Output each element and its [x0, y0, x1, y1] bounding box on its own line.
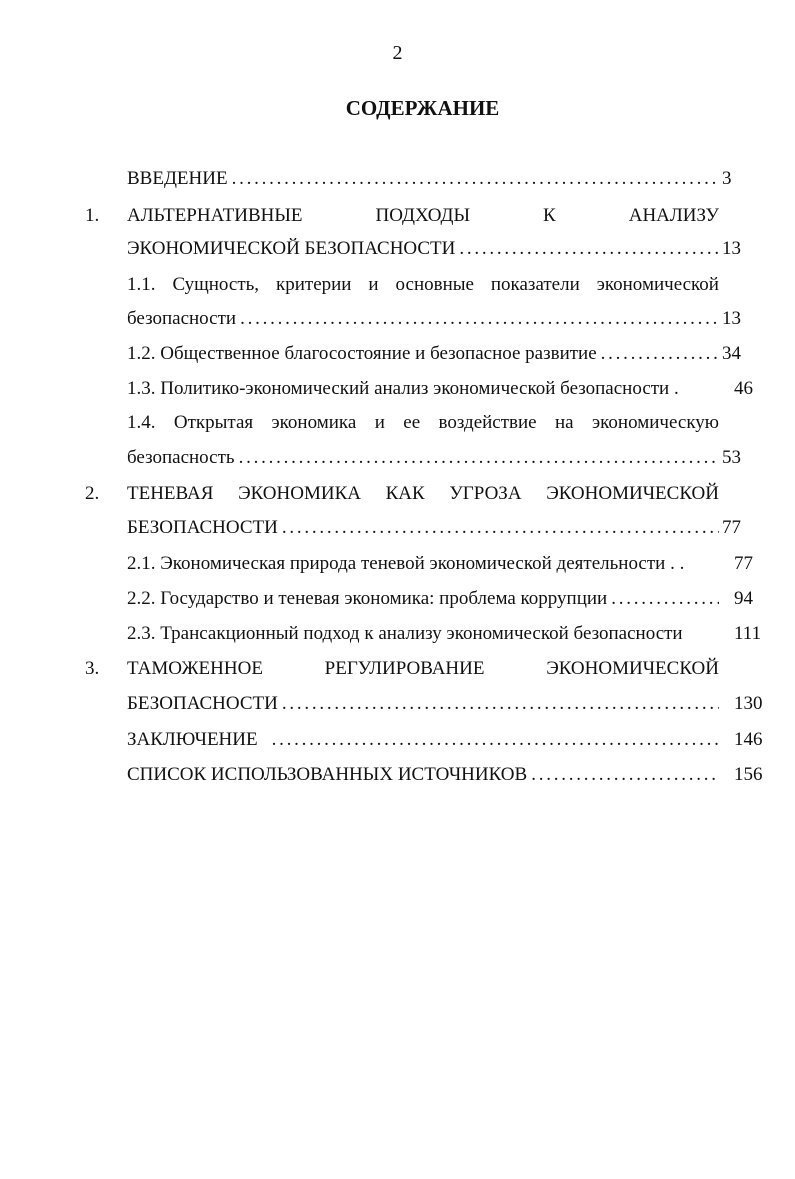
word: Сущность,	[172, 274, 260, 295]
word: Открытая	[173, 412, 254, 433]
dot-leader	[531, 764, 719, 786]
toc-entry-s12[interactable]	[127, 343, 719, 373]
toc-page-number: 77	[722, 517, 741, 538]
dot-leader	[282, 693, 719, 715]
toc-page-number: 13	[722, 308, 741, 329]
chapter-number: 2.	[85, 483, 100, 504]
toc-entry-s14-line2[interactable]	[127, 447, 719, 477]
toc-entry-title: ВВЕДЕНИЕ	[127, 168, 228, 189]
toc-entry-title: 1.2. Общественное благосостояние и безопасное развитие	[127, 343, 597, 364]
toc-entry-s11-line2[interactable]	[127, 308, 719, 338]
word: РЕГУЛИРОВАНИЕ	[324, 658, 485, 679]
toc-entry-conclusion[interactable]	[127, 729, 719, 759]
toc-entry-s21[interactable]	[127, 553, 719, 583]
word: АЛЬТЕРНАТИВНЫЕ	[127, 205, 303, 226]
word: экономика	[271, 412, 357, 433]
word: ТЕНЕВАЯ	[127, 483, 214, 504]
word: ЭКОНОМИКА	[238, 483, 361, 504]
word: 1.1.	[127, 274, 156, 295]
toc-entry-ch3-line1[interactable]	[127, 658, 719, 688]
word: ПОДХОДЫ	[375, 205, 471, 226]
toc-page-number: 146	[734, 729, 763, 750]
word: экономической	[596, 274, 719, 295]
toc-heading: СОДЕРЖАНИЕ	[345, 96, 500, 120]
word: К	[543, 205, 556, 226]
toc-page-number: 13	[722, 238, 741, 259]
toc-page-number: 94	[734, 588, 753, 609]
toc-entry-title: ЗАКЛЮЧЕНИЕ	[127, 729, 258, 750]
dot-leader	[601, 343, 719, 365]
toc-entry-intro[interactable]	[127, 168, 719, 198]
toc-entry-title: 1.3. Политико-экономический анализ экономической безопасности .	[127, 378, 679, 399]
chapter-number: 3.	[85, 658, 100, 679]
dot-leader	[239, 447, 719, 469]
toc-entry-s13[interactable]	[127, 378, 719, 408]
toc-entry-title: ЭКОНОМИЧЕСКОЙ БЕЗОПАСНОСТИ	[127, 238, 456, 259]
toc-entry-title: БЕЗОПАСНОСТИ	[127, 517, 278, 538]
chapter-number: 1.	[85, 205, 100, 226]
word: АНАЛИЗУ	[628, 205, 719, 226]
word: ТАМОЖЕННОЕ	[127, 658, 263, 679]
toc-entry-title: БЕЗОПАСНОСТИ	[127, 693, 278, 714]
word: ЭКОНОМИЧЕСКОЙ	[546, 483, 719, 504]
toc-entry-sources[interactable]	[127, 764, 719, 794]
word: основные	[395, 274, 474, 295]
word: экономическую	[592, 412, 719, 433]
dot-leader	[272, 729, 719, 751]
toc-page-number: 34	[722, 343, 741, 364]
toc-entry-title: СПИСОК ИСПОЛЬЗОВАННЫХ ИСТОЧНИКОВ	[127, 764, 528, 785]
word: ее	[403, 412, 421, 433]
toc-entry-ch2-line2[interactable]	[127, 517, 719, 547]
word: КАК	[385, 483, 425, 504]
toc-entry-ch2-line1[interactable]	[127, 483, 719, 513]
toc-entry-title: безопасности	[127, 308, 237, 329]
dot-leader	[232, 168, 719, 190]
toc-page-number: 111	[734, 623, 762, 644]
toc-entry-title: 2.2. Государство и теневая экономика: проблема коррупции	[127, 588, 608, 609]
toc-page-number: 130	[734, 693, 763, 714]
dot-leader	[611, 588, 719, 610]
toc-entry-ch1-line1[interactable]	[127, 205, 719, 235]
toc-page-number: 53	[722, 447, 741, 468]
toc-entry-title: безопасность	[127, 447, 235, 468]
dot-leader	[282, 517, 719, 539]
word: критерии	[276, 274, 352, 295]
page-number: 2	[392, 42, 403, 64]
toc-entry-ch1-line2[interactable]	[127, 238, 719, 268]
toc-page-number: 77	[734, 553, 753, 574]
toc-entry-s23[interactable]	[127, 623, 719, 653]
word: показатели	[490, 274, 580, 295]
dot-leader	[240, 308, 719, 330]
toc-page-number: 156	[734, 764, 763, 785]
toc-page-number: 46	[734, 378, 753, 399]
toc-entry-s22[interactable]	[127, 588, 719, 618]
word: и	[374, 412, 385, 433]
word: воздействие	[438, 412, 537, 433]
dot-leader	[459, 238, 719, 260]
word: ЭКОНОМИЧЕСКОЙ	[546, 658, 719, 679]
word: 1.4.	[127, 412, 156, 433]
word: УГРОЗА	[449, 483, 522, 504]
word: и	[368, 274, 379, 295]
toc-page-number: 3	[722, 168, 732, 189]
toc-entry-title: 2.3. Трансакционный подход к анализу экономической безопасности	[127, 623, 683, 644]
toc-entry-s14-line1[interactable]	[127, 412, 719, 442]
toc-entry-ch3-line2[interactable]	[127, 693, 719, 723]
toc-entry-s11-line1[interactable]	[127, 274, 719, 304]
toc-entry-title: 2.1. Экономическая природа теневой экономической деятельности . .	[127, 553, 685, 574]
word: на	[555, 412, 574, 433]
